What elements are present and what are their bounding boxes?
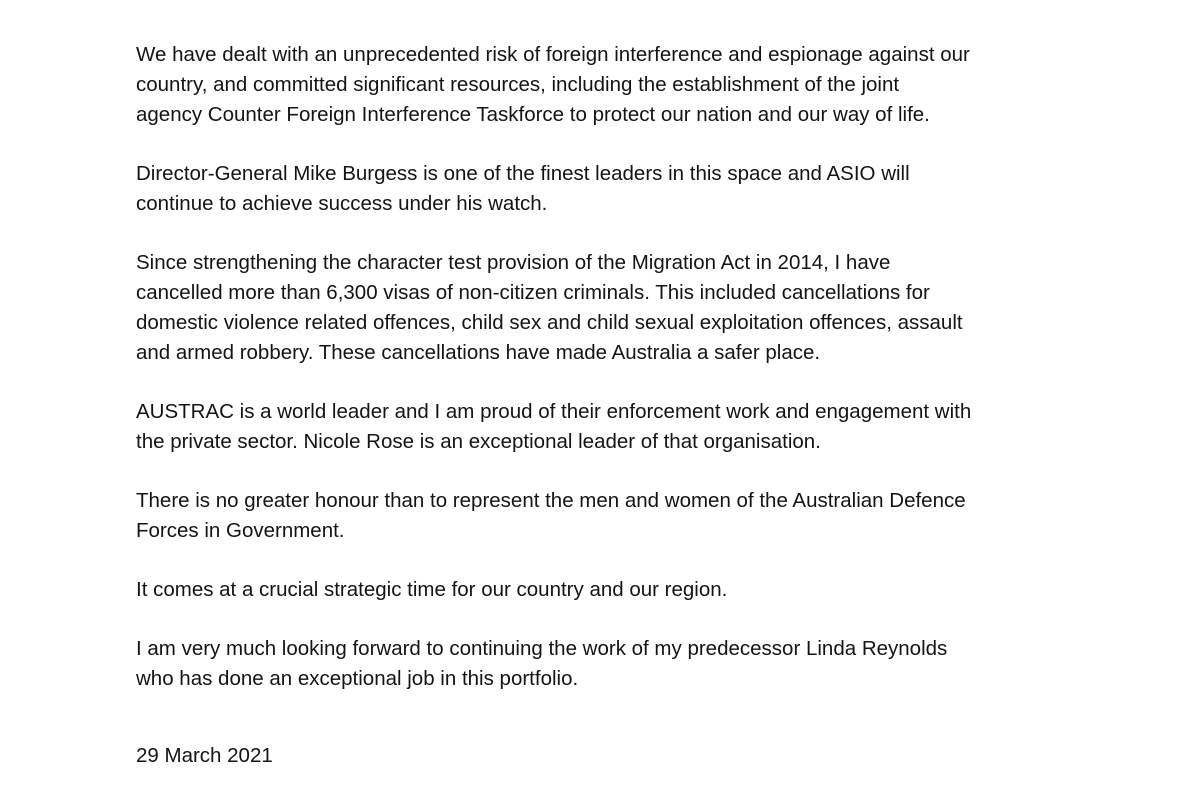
- text-line: I am very much looking forward to continuing the work of my predecessor Linda Reynolds: [136, 637, 948, 660]
- text-line: AUSTRAC is a world leader and I am proud of their enforcement work and engagement with: [136, 400, 972, 423]
- paragraph-defence-forces: [136, 486, 1136, 546]
- text-line: Since strengthening the character test provision of the Migration Act in 2014, I have: [136, 251, 891, 274]
- text-line: country, and committed significant resources, including the establishment of the joint: [136, 73, 900, 96]
- paragraph-austrac: [136, 397, 1136, 457]
- paragraph-predecessor: [136, 634, 1136, 694]
- paragraph-asio: [136, 159, 1136, 219]
- paragraph-foreign-interference: [136, 40, 1136, 130]
- statement-date: 29 March 2021: [136, 744, 273, 767]
- text-line: Director-General Mike Burgess is one of the finest leaders in this space and ASIO will: [136, 162, 910, 185]
- text-line: continue to achieve success under his watch.: [136, 192, 548, 215]
- text-line: cancelled more than 6,300 visas of non-citizen criminals. This included cancellations for: [136, 281, 930, 304]
- text-line: There is no greater honour than to represent the men and women of the Australian Defence: [136, 489, 966, 512]
- statement-body: [136, 40, 1136, 723]
- text-line: and armed robbery. These cancellations have made Australia a safer place.: [136, 341, 821, 364]
- paragraph-visa-cancellations: [136, 248, 1136, 368]
- text-line: the private sector. Nicole Rose is an exceptional leader of that organisation.: [136, 430, 821, 453]
- paragraph-strategic-time: [136, 575, 1136, 605]
- text-line: It comes at a crucial strategic time for our country and our region.: [136, 578, 728, 601]
- text-line: agency Counter Foreign Interference Taskforce to protect our nation and our way of life.: [136, 103, 930, 126]
- text-line: Forces in Government.: [136, 519, 345, 542]
- text-line: We have dealt with an unprecedented risk of foreign interference and espionage against our: [136, 43, 970, 66]
- text-line: domestic violence related offences, child sex and child sexual exploitation offences, assault: [136, 311, 963, 334]
- text-line: who has done an exceptional job in this portfolio.: [136, 667, 579, 690]
